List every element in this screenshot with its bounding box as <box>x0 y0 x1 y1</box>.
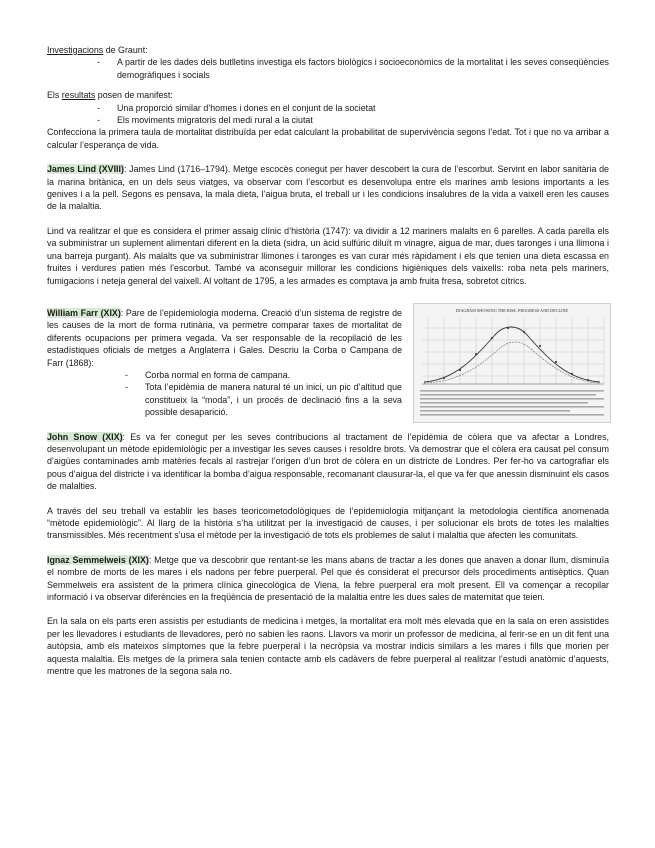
document-page <box>47 44 609 677</box>
graunt-heading <box>47 44 609 56</box>
list-item: - Els moviments migratoris del medi rural a la ciutat <box>47 114 609 126</box>
results-heading <box>47 89 609 101</box>
graunt-heading-underlined: Investigacions <box>47 45 104 55</box>
semmelweis-text: : Metge que va descobrir que rentant-se les mans abans de tractar a les dones que anaven a donar llum, disminuïa el nombre de morts de les mares i els nadons per febre puerperal. Pel que és considerat el precursor dels procediments antisèptics. Quan Semmelweis era assistent de la primera clínica ginecològica de Viena, la febre puerperal era molt present. Ell va començar a recopilar informació i va observar diferències en la freqüència de presentació de la malaltia entre les dues sales de maternitat que teien. <box>47 554 610 603</box>
lind-name: James Lind (XVIII) <box>47 164 124 175</box>
farr-name: William Farr (XIX) <box>47 307 121 318</box>
graunt-closing: Confecciona la primera taula de mortalitat distribuïda per edat calculant la probabilitat de supervivència segons l’edat. Tot i que no va arribar a calcular l’esperança de vida. <box>47 127 609 150</box>
results-underlined: resultats <box>61 90 96 101</box>
results-pre: Els <box>47 90 62 101</box>
farr-curve-figure <box>413 303 611 423</box>
snow-name: John Snow (XIX) <box>47 431 123 442</box>
farr-list <box>47 369 402 419</box>
snow-paragraph <box>47 431 609 493</box>
farr-paragraph <box>47 307 402 369</box>
farr-text: : Pare de l’epidemiologia moderna. Creació d’un sistema de registre de les causes de la mort de forma rutinària, va permetre comparar taxes de mortalitat de diferents ocupacions per primera vegada. Va ser responsable de la recopilació de les estadístiques oficials de metges a Anglaterra i Gales. Descriu la Corba o Campana de Farr (1868): <box>47 307 402 368</box>
lind-paragraph-2: Lind va realitzar el que es considera el primer assaig clínic d’història (1747): va dividir a 12 mariners malalts en 6 parelles. A cada parella els va subministrar un suplement alimentari diferent en la dieta (sidra, un àcid sulfúric diluït m vinagre, aigua de mar, dues taronges i una llimona i una barreja purgant). Als malalts que va subministrar llimones i taronges es van curar més ràpidament i els que tenien una dieta escassa en fruites i verdures patien més l’escorbut. També va aconseguir millorar les condicions higièniques dels vaixells: roba neta pels mariners, fumigacions i neteja general del vaixell. Al voltant de 1795, a les armades es comptava ja amb fruita fresa, sobretot cítrics. <box>47 225 609 286</box>
results-list <box>47 102 609 127</box>
semmelweis-name: Ignaz Semmelweis (XIX) <box>47 554 149 565</box>
list-item: - A partir de les dades dels butlletins investiga els factors biològics i socioeconòmics de la mortalitat i les seves conseqüències demogràfiques i socials <box>47 56 609 81</box>
results-post: posen de manifest: <box>95 90 173 101</box>
graunt-heading-rest: de Graunt: <box>103 45 148 55</box>
snow-text: : Es va fer conegut per les seves contribucions al tractament de l’epidèmia de còlera que va afectar a Londres, desenvolupant un mètode epidemiològic per a investigar les seves causes i resoldre brots. Va demostrar que el còlera era causat pel consum d’aigües contaminades amb matèries fecals al rastrejar l’origen d’un brot de còlera en un districte de Londres. Per fer-ho va cartografiar els pous d’aigua del districte i va identificar la bomba d’aigua responsable, recomanant clausurar-la, el que va fer que anessin disminuint els casos de malalties. <box>47 431 609 492</box>
list-item: - Una proporció similar d’homes i dones en el conjunt de la societat <box>47 102 609 114</box>
farr-curve-diagram <box>414 304 610 422</box>
semmelweis-paragraph <box>47 554 609 604</box>
farr-text-block <box>47 307 402 419</box>
farr-section <box>47 307 609 419</box>
graunt-list <box>47 56 609 81</box>
lind-text: : James Lind (1716–1794). Metge escocès conegut per haver descobert la cura de l’escorbut. Servint en labor sanitària de la marina britànica, en un dels seus viatges, va observar com l’escorbut es desenvolupa entre els marines amb lesions importants a les genives i a la pell. Segons es pensava, la mala dieta, l’aigua bruta, el treball ur i les condicions insalubres de la vida a vaixell eren les causes de la malaltia. <box>47 164 609 212</box>
list-item: - Tota l’epidèmia de manera natural té un inici, un pic d’altitud que constitueix la “moda”, i un procés de declinació fins a la seva possible desaparició. <box>47 381 402 418</box>
figure-title: DIAGRAM SHOWING THE RISE, PROGRESS AND DECLINE <box>455 307 569 313</box>
semmelweis-paragraph-2: En la sala on els parts eren assistis per estudiants de medicina i metges, la mortalitat era molt més elevada que en la sala on eren assistides per les llevadores i estudiants de llevadores, però no sabien les raons. Llavors va morir un professor de medicina, al ferir-se en un dit fent una autòpsia, amb els mateixos símptomes que la febre puerperal i la necròpsia va mostrar indicis similars a les mares i fills que morien per aquesta malaltia. Els metges de la primera sala tenien contacte amb els cadàvers de febre puerperal al realitzar l’estudi anatòmic d’aquests, mentre que les matrones de la segona sala no. <box>47 616 609 677</box>
snow-paragraph-2: A través del seu treball va establir les bases teoricometodològiques de l’epidemiologia mitjançant la metodologia científica anomenada “mètode epidemiològic”. Al llarg de la història s’ha utilitzat per la investigació de causes, i per solucionar els brots de totes les malalties transmissibles. Més recentment s’usa el mètode per la investigació de tots els problemes de salut i malaltia que afecten les comunitats. <box>47 505 609 541</box>
lind-paragraph <box>47 163 609 213</box>
list-item: - Corba normal en forma de campana. <box>47 369 402 381</box>
